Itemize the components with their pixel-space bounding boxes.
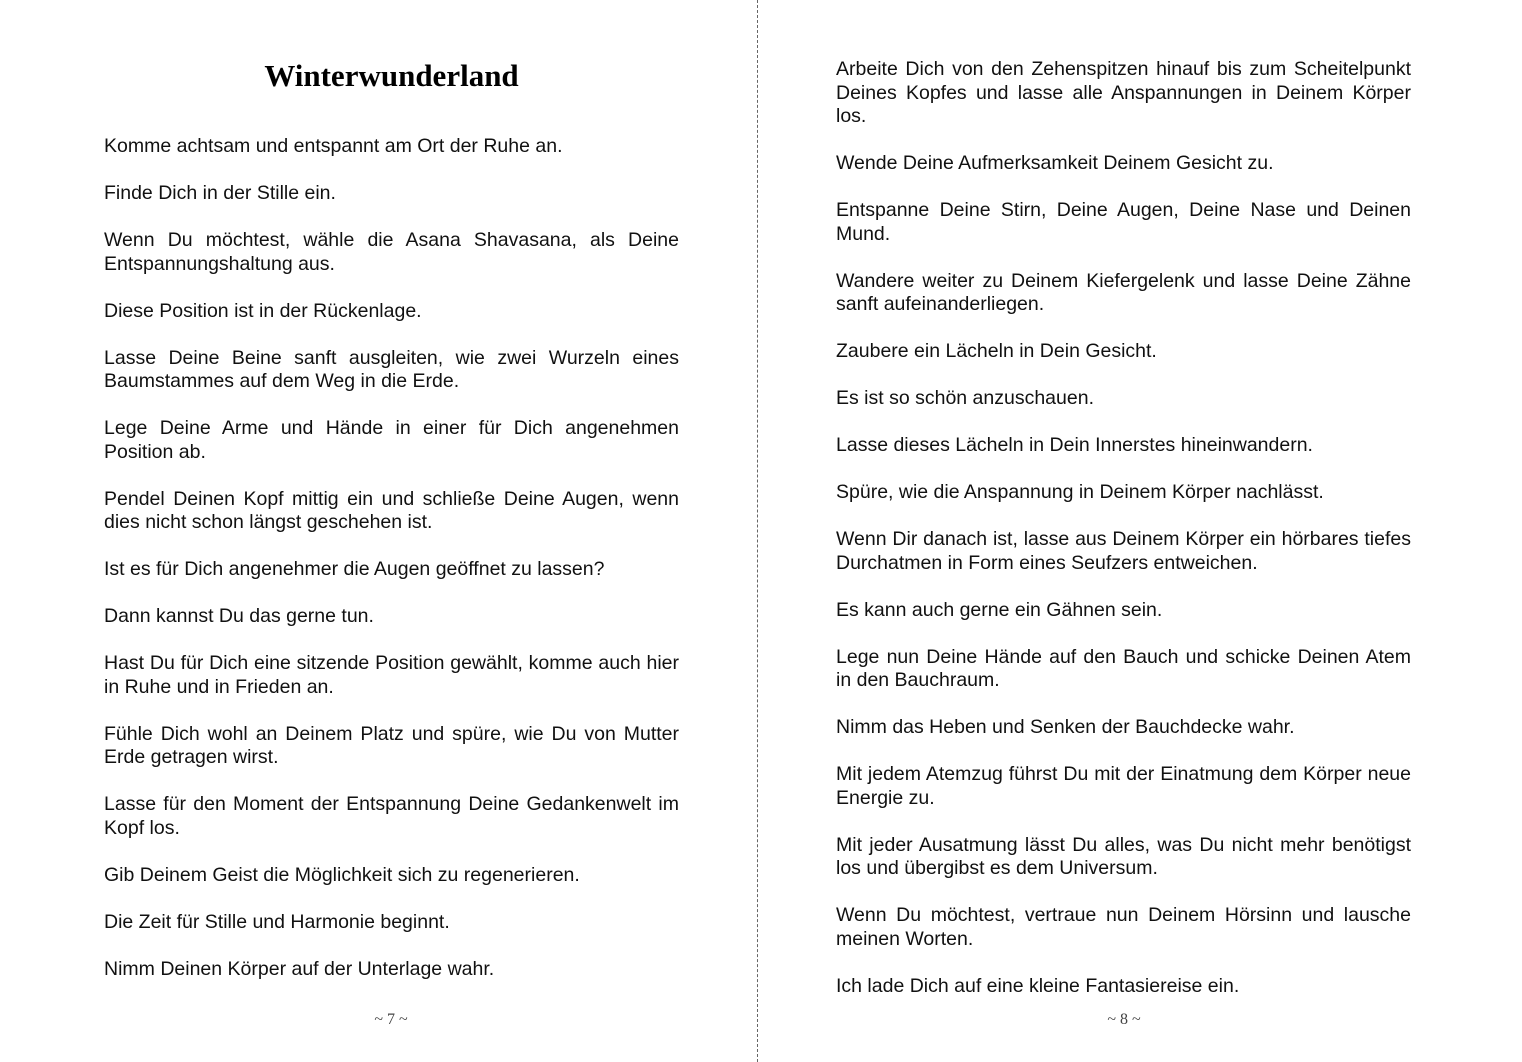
right-page	[760, 0, 1522, 1062]
paragraph: Dann kannst Du das gerne tun.	[104, 605, 374, 627]
paragraph: Zaubere ein Lächeln in Dein Gesicht.	[836, 340, 1157, 362]
paragraph: Nimm das Heben und Senken der Bauchdecke wahr.	[836, 716, 1295, 738]
paragraph: Wenn Du möchtest, wähle die Asana Shavasana, als Deine Entspannungshaltung aus.	[104, 229, 679, 275]
paragraph: Lege Deine Arme und Hände in einer für Dich angenehmen Position ab.	[104, 417, 679, 463]
paragraph: Spüre, wie die Anspannung in Deinem Körper nachlässt.	[836, 481, 1324, 503]
paragraph: Es kann auch gerne ein Gähnen sein.	[836, 598, 1163, 621]
page-number: ~ 7 ~	[374, 1011, 408, 1028]
paragraph: Nimm Deinen Körper auf der Unterlage wahr.	[104, 957, 495, 980]
paragraph: Wenn Du möchtest, vertraue nun Deinem Hörsinn und lausche meinen Worten.	[836, 904, 1411, 950]
paragraph: Entspanne Deine Stirn, Deine Augen, Deine Nase und Deinen Mund.	[836, 199, 1411, 245]
paragraph: Komme achtsam und entspannt am Ort der Ruhe an.	[104, 135, 563, 157]
paragraph: Lasse für den Moment der Entspannung Deine Gedankenwelt im Kopf los.	[104, 793, 679, 839]
paragraph: Ich lade Dich auf eine kleine Fantasiereise ein.	[836, 974, 1240, 997]
paragraph: Wende Deine Aufmerksamkeit Deinem Gesicht zu.	[836, 152, 1274, 174]
paragraph: Ist es für Dich angenehmer die Augen geöffnet zu lassen?	[104, 558, 605, 580]
paragraph: Wandere weiter zu Deinem Kiefergelenk und lasse Deine Zähne sanft aufeinanderliegen.	[836, 269, 1411, 315]
paragraph: Arbeite Dich von den Zehenspitzen hinauf bis zum Scheitelpunkt Deines Kopfes und lasse alle Anspannungen in Deinem Körper los.	[836, 58, 1411, 127]
page-title: Winterwunderland	[264, 58, 519, 93]
paragraph: Diese Position ist in der Rückenlage.	[104, 299, 422, 322]
paragraph: Fühle Dich wohl an Deinem Platz und spüre, wie Du von Mutter Erde getragen wirst.	[104, 722, 679, 768]
left-text-column	[104, 135, 679, 1005]
paragraph: Lasse Deine Beine sanft ausgleiten, wie zwei Wurzeln eines Baumstammes auf dem Weg in die Erde.	[104, 346, 679, 392]
paragraph: Gib Deinem Geist die Möglichkeit sich zu regenerieren.	[104, 863, 580, 886]
paragraph: Die Zeit für Stille und Harmonie beginnt.	[104, 910, 450, 933]
paragraph: Mit jedem Atemzug führst Du mit der Einatmung dem Körper neue Energie zu.	[836, 763, 1411, 809]
page-number: ~ 8 ~	[1107, 1011, 1141, 1028]
paragraph: Hast Du für Dich eine sitzende Position gewählt, komme auch hier in Ruhe und in Frieden an.	[104, 652, 679, 698]
paragraph: Lasse dieses Lächeln in Dein Innerstes hineinwandern.	[836, 434, 1313, 456]
paragraph: Es ist so schön anzuschauen.	[836, 387, 1094, 409]
right-text-column	[836, 58, 1411, 1022]
left-page	[0, 0, 758, 1062]
page-divider	[757, 0, 758, 1062]
paragraph: Wenn Dir danach ist, lasse aus Deinem Körper ein hörbares tiefes Durchatmen in Form eines Seufzers entweichen.	[836, 528, 1411, 574]
paragraph: Finde Dich in der Stille ein.	[104, 182, 336, 204]
paragraph: Mit jeder Ausatmung lässt Du alles, was Du nicht mehr benötigst los und übergibst es dem Universum.	[836, 833, 1411, 879]
paragraph: Pendel Deinen Kopf mittig ein und schließe Deine Augen, wenn dies nicht schon längst geschehen ist.	[104, 487, 679, 533]
paragraph: Lege nun Deine Hände auf den Bauch und schicke Deinen Atem in den Bauchraum.	[836, 645, 1411, 691]
